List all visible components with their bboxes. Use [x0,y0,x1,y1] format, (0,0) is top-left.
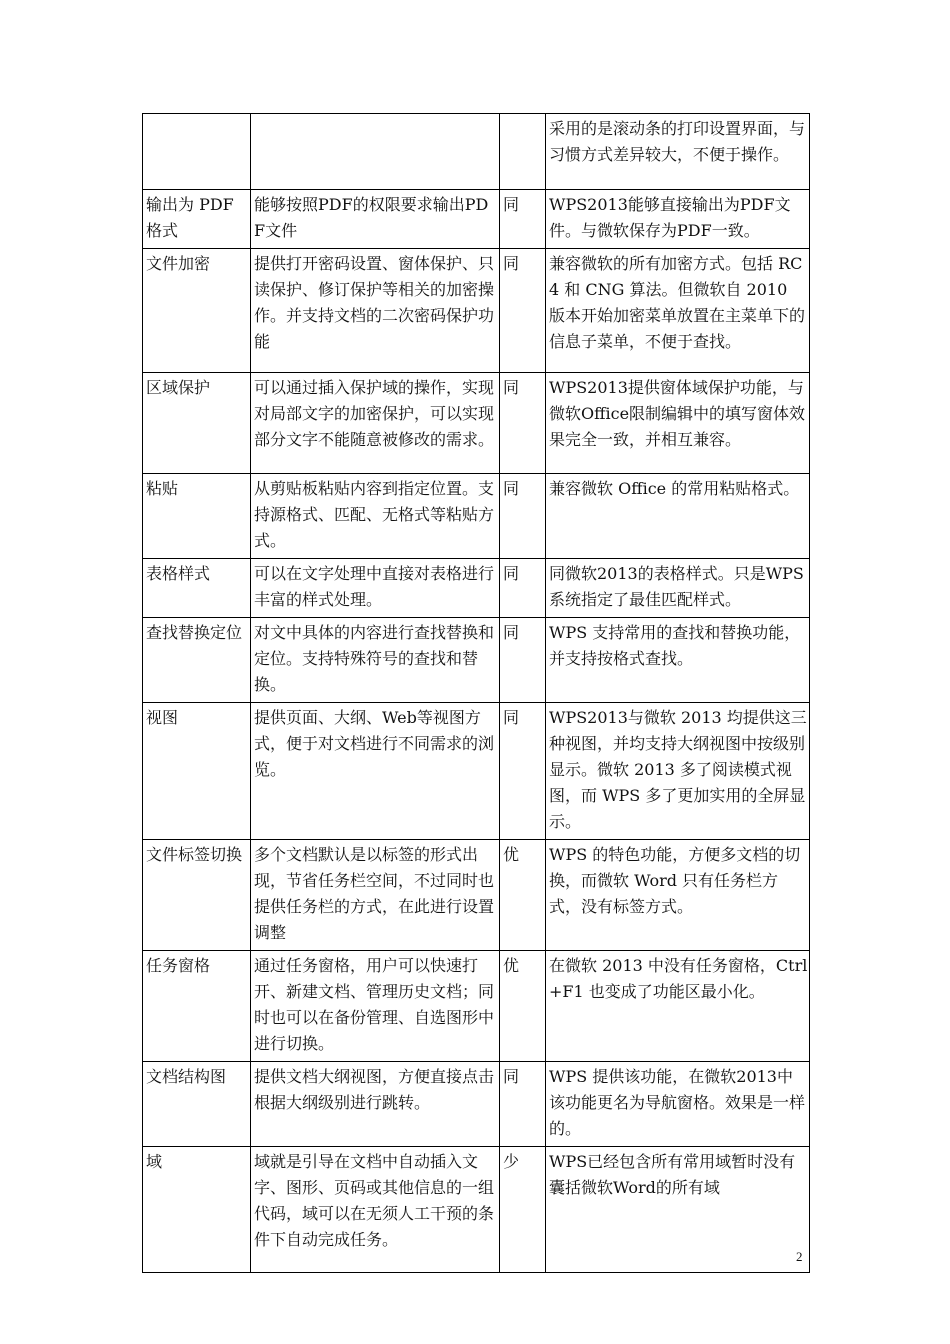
note-cell: 采用的是滚动条的打印设置界面，与习惯方式差异较大，不便于操作。 [546,114,810,190]
table-row [143,474,810,559]
table-row [143,840,810,951]
description-cell: 域就是引导在文档中自动插入文字、图形、页码或其他信息的一组代码，域可以在无须人工干预的条件下自动完成任务。 [251,1147,500,1273]
description-cell: 对文中具体的内容进行查找替换和定位。支持特殊符号的查找和替换。 [251,618,500,703]
note-cell: WPS 提供该功能，在微软2013中该功能更名为导航窗格。效果是一样的。 [546,1062,810,1147]
feature-cell: 文件加密 [143,249,251,373]
description-cell: 提供页面、大纲、Web等视图方式，便于对文档进行不同需求的浏览。 [251,703,500,840]
note-cell: 同微软2013的表格样式。只是WPS系统指定了最佳匹配样式。 [546,559,810,618]
feature-comparison-table [142,113,810,1273]
comparison-cell: 同 [500,190,546,249]
feature-cell: 文件标签切换 [143,840,251,951]
description-cell: 可以通过插入保护域的操作，实现对局部文字的加密保护，可以实现部分文字不能随意被修改的需求。 [251,373,500,474]
table-row [143,559,810,618]
table-body [143,114,810,1273]
comparison-cell: 优 [500,951,546,1062]
note-cell: 兼容微软 Office 的常用粘贴格式。 [546,474,810,559]
comparison-cell: 同 [500,559,546,618]
comparison-cell: 少 [500,1147,546,1273]
description-cell: 提供打开密码设置、窗体保护、只读保护、修订保护等相关的加密操作。并支持文档的二次密码保护功能 [251,249,500,373]
description-cell: 从剪贴板粘贴内容到指定位置。支持源格式、匹配、无格式等粘贴方式。 [251,474,500,559]
note-cell: 在微软 2013 中没有任务窗格，Ctrl+F1 也变成了功能区最小化。 [546,951,810,1062]
comparison-cell: 同 [500,703,546,840]
table-row [143,1062,810,1147]
feature-cell: 域 [143,1147,251,1273]
note-cell: WPS 支持常用的查找和替换功能，并支持按格式查找。 [546,618,810,703]
feature-cell: 输出为 PDF格式 [143,190,251,249]
description-cell [251,114,500,190]
page-number: 2 [796,1249,803,1264]
description-cell: 多个文档默认是以标签的形式出现，节省任务栏空间，不过同时也提供任务栏的方式，在此进行设置调整 [251,840,500,951]
comparison-cell: 同 [500,618,546,703]
feature-cell: 区域保护 [143,373,251,474]
description-cell: 通过任务窗格，用户可以快速打开、新建文档、管理历史文档；同时也可以在备份管理、自选图形中进行切换。 [251,951,500,1062]
note-cell: WPS已经包含所有常用域暂时没有囊括微软Word的所有域 [546,1147,810,1273]
note-cell: WPS 的特色功能，方便多文档的切换，而微软 Word 只有任务栏方式，没有标签方式。 [546,840,810,951]
table-row [143,373,810,474]
table-row [143,249,810,373]
note-cell: 兼容微软的所有加密方式。包括 RC4 和 CNG 算法。但微软自 2010 版本开始加密菜单放置在主菜单下的信息子菜单，不便于查找。 [546,249,810,373]
table-row [143,190,810,249]
table-row [143,618,810,703]
feature-cell: 表格样式 [143,559,251,618]
comparison-cell: 优 [500,840,546,951]
feature-cell: 查找替换定位 [143,618,251,703]
description-cell: 能够按照PDF的权限要求输出PDF文件 [251,190,500,249]
description-cell: 可以在文字处理中直接对表格进行丰富的样式处理。 [251,559,500,618]
note-cell: WPS2013与微软 2013 均提供这三种视图，并均支持大纲视图中按级别显示。微软 2013 多了阅读模式视图，而 WPS 多了更加实用的全屏显示。 [546,703,810,840]
comparison-cell: 同 [500,474,546,559]
note-cell: WPS2013提供窗体域保护功能，与微软Office限制编辑中的填写窗体效果完全一致，并相互兼容。 [546,373,810,474]
feature-cell: 文档结构图 [143,1062,251,1147]
description-cell: 提供文档大纲视图，方便直接点击根据大纲级别进行跳转。 [251,1062,500,1147]
comparison-cell [500,114,546,190]
feature-cell: 粘贴 [143,474,251,559]
table-row [143,114,810,190]
comparison-cell: 同 [500,373,546,474]
comparison-cell: 同 [500,249,546,373]
table-row [143,951,810,1062]
table-row [143,703,810,840]
feature-cell [143,114,251,190]
note-cell: WPS2013能够直接输出为PDF文件。与微软保存为PDF一致。 [546,190,810,249]
feature-cell: 任务窗格 [143,951,251,1062]
comparison-cell: 同 [500,1062,546,1147]
table-row [143,1147,810,1273]
feature-cell: 视图 [143,703,251,840]
